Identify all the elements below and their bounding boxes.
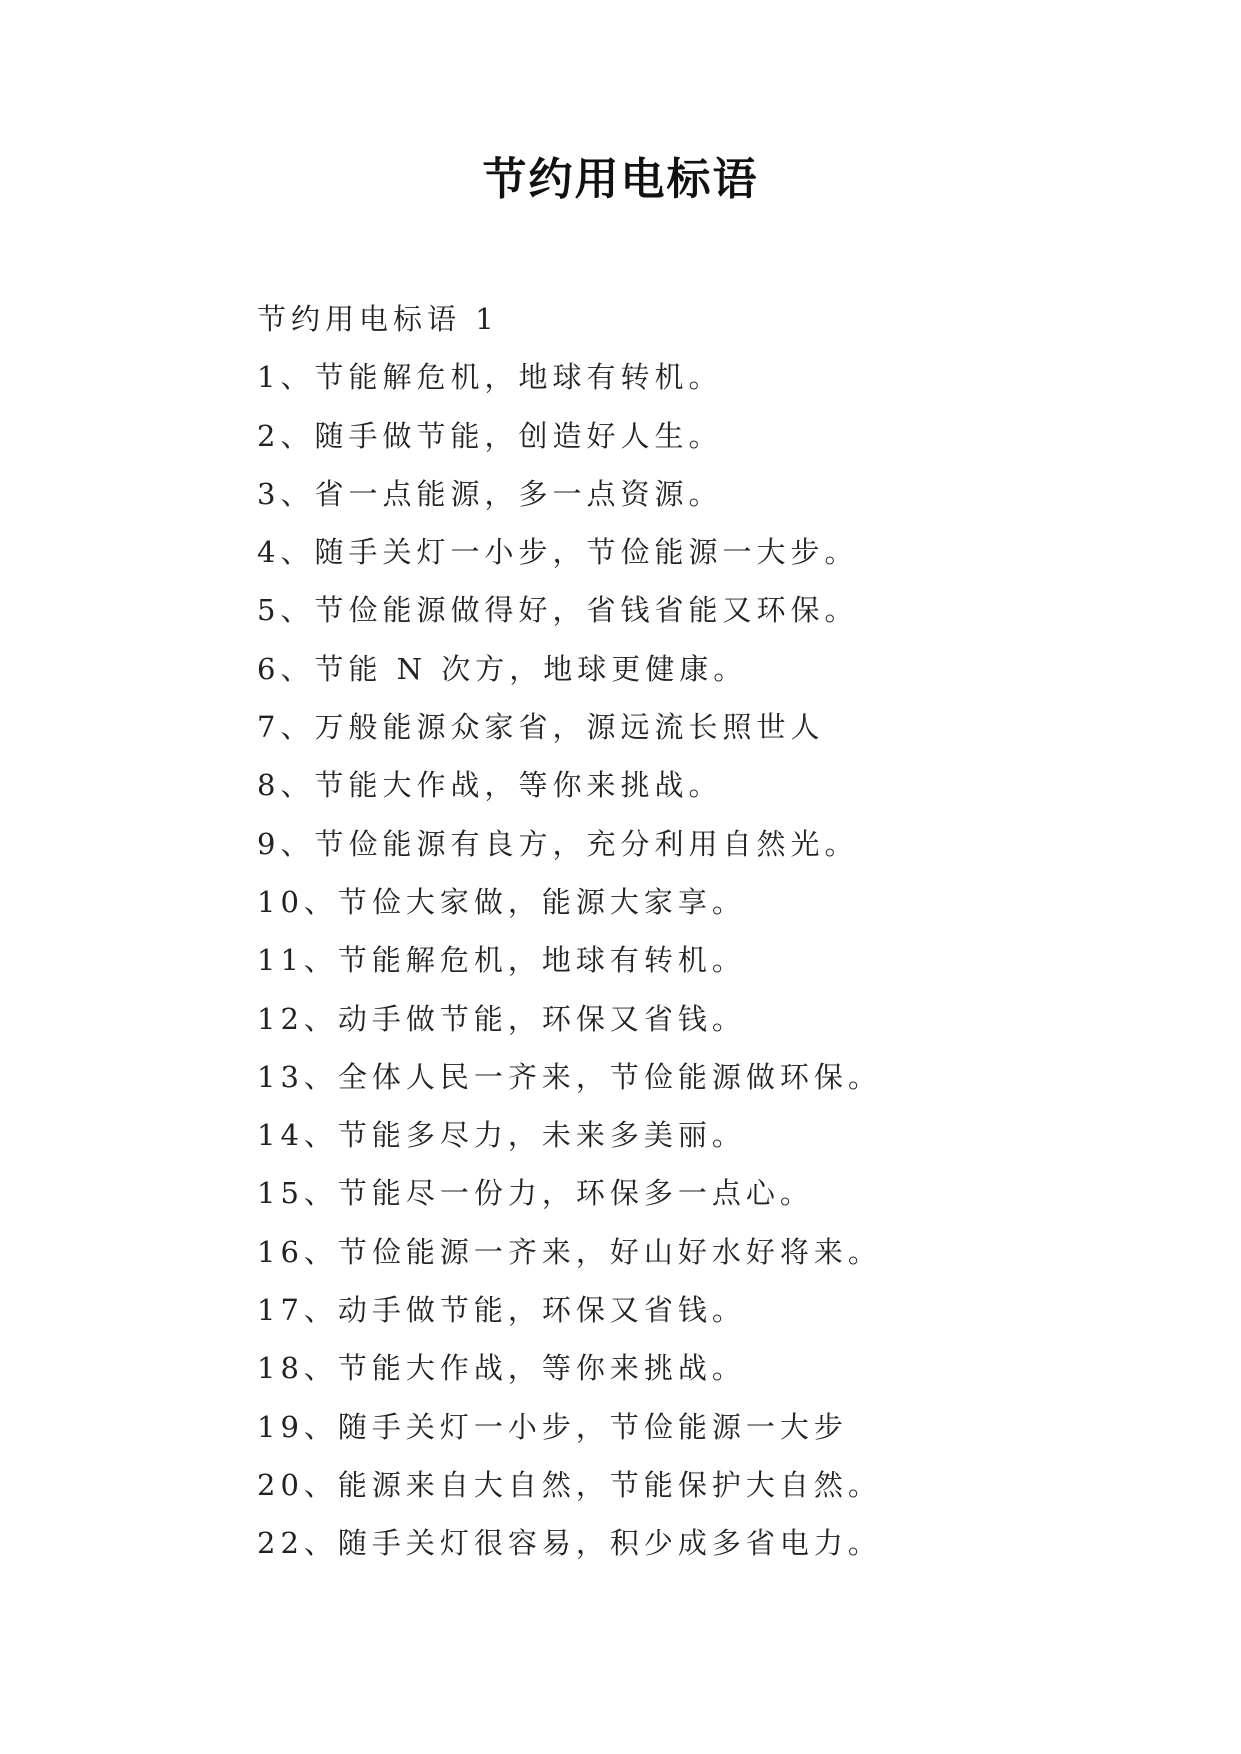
- document-body: [257, 290, 1157, 1573]
- slogan-item: 13、全体人民一齐来，节俭能源做环保。: [257, 1059, 882, 1094]
- slogan-item: 7、万般能源众家省，源远流长照世人: [257, 710, 825, 745]
- document-title: 节约用电标语: [482, 154, 759, 205]
- slogan-item: 1、节能解危机，地球有转机。: [257, 360, 723, 395]
- slogan-item: 19、随手关灯一小步，节俭能源一大步: [257, 1409, 848, 1444]
- slogan-item: 11、节能解危机，地球有转机。: [257, 943, 746, 978]
- slogan-item: 22、随手关灯很容易，积少成多省电力。: [257, 1526, 882, 1561]
- slogan-item: 20、能源来自大自然，节能保护大自然。: [257, 1467, 882, 1502]
- slogan-item: 15、节能尽一份力，环保多一点心。: [257, 1176, 814, 1211]
- slogan-item: 16、节俭能源一齐来，好山好水好将来。: [257, 1234, 882, 1269]
- slogan-item: 6、节能 N 次方，地球更健康。: [257, 651, 748, 686]
- slogan-item: 12、动手做节能，环保又省钱。: [257, 1001, 746, 1036]
- slogan-item: 5、节俭能源做得好，省钱省能又环保。: [257, 593, 859, 628]
- slogan-item: 17、动手做节能，环保又省钱。: [257, 1293, 746, 1328]
- slogan-item: 4、随手关灯一小步，节俭能源一大步。: [257, 535, 859, 570]
- slogan-item: 9、节俭能源有良方，充分利用自然光。: [257, 826, 859, 861]
- slogan-item: 10、节俭大家做，能源大家享。: [257, 884, 746, 919]
- slogan-item: 2、随手做节能，创造好人生。: [257, 418, 723, 453]
- slogan-list: [257, 348, 1157, 1572]
- slogan-item: 8、节能大作战，等你来挑战。: [257, 768, 723, 803]
- section-heading: 节约用电标语 1: [257, 302, 499, 336]
- slogan-item: 14、节能多尽力，未来多美丽。: [257, 1118, 746, 1153]
- slogan-item: 18、节能大作战，等你来挑战。: [257, 1351, 746, 1386]
- slogan-item: 3、省一点能源，多一点资源。: [257, 476, 723, 511]
